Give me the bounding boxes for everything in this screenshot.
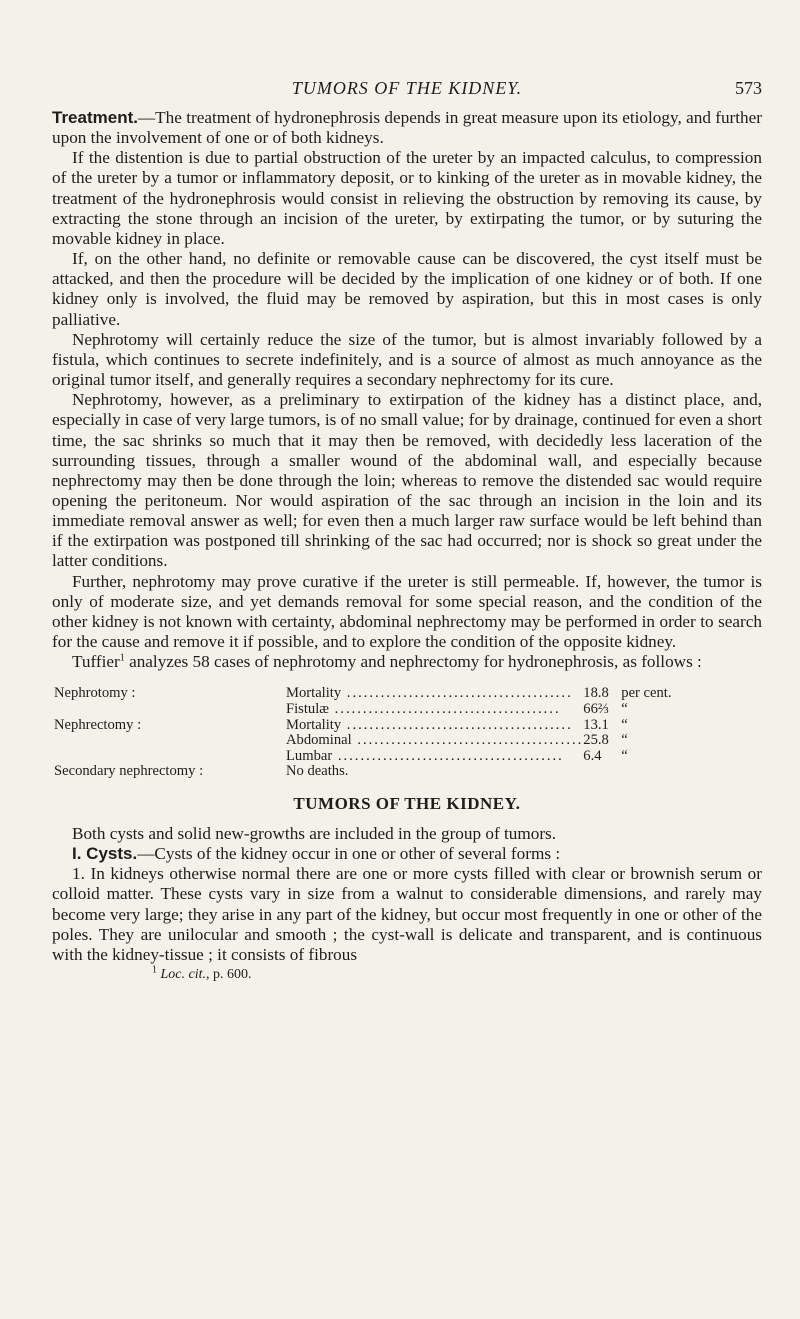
statistics-row bbox=[54, 749, 672, 765]
statistics-value: 66⅔ bbox=[583, 700, 609, 717]
statistics-row bbox=[54, 733, 672, 749]
footnote-source: Loc. cit. bbox=[160, 967, 206, 983]
cysts-item-1: 1. In kidneys otherwise normal there are one or more cysts filled with clear or brownish serum or colloid matter. These cysts vary in size from a walnut to considerable dimensions, and rarely may become very large; they arise in any part of the kidney, but occur most frequently in one or other of the poles. They are unilocular and smooth ; the cyst-wall is delicate and transparent, and is continuous with the kidney-tissue ; it consists of fibrous bbox=[52, 864, 762, 964]
statistics-value bbox=[583, 764, 621, 780]
statistics-row bbox=[54, 718, 672, 734]
footnote-marker: 1 bbox=[152, 964, 157, 976]
page-number: 573 bbox=[735, 78, 762, 98]
statistics-item-text: Lumbar bbox=[286, 748, 333, 764]
tumors-paragraph-1: Both cysts and solid new-growths are included in the group of tumors. bbox=[72, 823, 557, 843]
statistics-unit: per cent. bbox=[621, 685, 672, 702]
cysts-paragraph bbox=[52, 844, 762, 864]
statistics-item bbox=[286, 686, 583, 702]
statistics-row bbox=[54, 702, 672, 718]
statistics-item bbox=[286, 733, 583, 749]
statistics-item bbox=[286, 718, 583, 734]
statistics-unit: “ bbox=[621, 700, 628, 717]
statistics-unit: “ bbox=[621, 732, 628, 749]
footnote-page: , p. 600. bbox=[206, 967, 252, 983]
tuffier-name: Tuffier bbox=[72, 652, 120, 672]
treatment-paragraph-4: Nephrotomy will certainly reduce the size of the tumor, but is almost invariably followed by a fistula, which continues to secrete indefinitely, and is a source of almost as much annoyance as the original tumor itself, and generally requires a secondary nephrectomy for its cure. bbox=[52, 329, 762, 390]
statistics-item-text: Abdominal bbox=[286, 733, 352, 749]
treatment-paragraph-2: If the distention is due to partial obstruction of the ureter by an impacted calculus, to compression of the ureter by a tumor or inflammatory deposit, or to kinking of the ureter as in movable kidney, the treatment of the hydronephrosis would consist in relieving the obstruction by removing its cause, by extracting the stone through an incision of the ureter, by extirpating the tumor, or by suturing the movable kidney in place. bbox=[52, 148, 762, 248]
statistics-value: 25.8 bbox=[583, 732, 609, 749]
dot-leader: ........................................ bbox=[341, 717, 573, 733]
treatment-paragraph-7 bbox=[52, 652, 762, 672]
statistics-group-label: Nephrectomy : bbox=[54, 716, 142, 733]
running-head-title: TUMORS OF THE KIDNEY. bbox=[291, 78, 523, 98]
footnote bbox=[52, 964, 762, 983]
statistics-item-text: Mortality bbox=[286, 686, 342, 702]
dot-leader: ........................................ bbox=[329, 701, 561, 717]
statistics-value: 6.4 bbox=[583, 747, 602, 764]
statistics-unit: “ bbox=[621, 747, 628, 764]
statistics-row bbox=[54, 764, 672, 780]
statistics-group-label bbox=[54, 733, 286, 749]
section-heading-tumors: TUMORS OF THE KIDNEY. bbox=[293, 793, 521, 813]
running-head bbox=[52, 78, 762, 108]
treatment-paragraph-3: If, on the other hand, no definite or removable cause can be discovered, the cyst itself must be attacked, and then the procedure will be decided by the implication of one kidney or of both. If one kidney only is involved, the fluid may be removed by aspiration, but this in most cases is only palliative. bbox=[52, 249, 762, 329]
statistics-group-label bbox=[54, 749, 286, 765]
statistics-group-label: Nephrotomy : bbox=[54, 685, 136, 702]
dot-leader: ........................................ bbox=[341, 686, 573, 702]
treatment-paragraph-1 bbox=[52, 108, 762, 148]
cysts-paragraph-text: —Cysts of the kidney occur in one or other of several forms : bbox=[137, 844, 561, 864]
statistics-value: 18.8 bbox=[583, 685, 609, 702]
statistics-item bbox=[286, 749, 583, 765]
statistics-item bbox=[286, 764, 583, 780]
statistics-group-label: Secondary nephrectomy : bbox=[54, 763, 204, 780]
statistics-value: 13.1 bbox=[583, 716, 609, 733]
statistics-unit bbox=[621, 764, 671, 780]
treatment-heading: Treatment. bbox=[52, 108, 138, 127]
statistics-item bbox=[286, 702, 583, 718]
treatment-paragraph-5: Nephrotomy, however, as a preliminary to extirpation of the kidney has a distinct place, and, especially in case of very large tumors, is of no small value; for by drainage, continued for even a short time, the sac shrinks so much that it may then be removed, with decidedly less laceration of the surrounding tissues, through a smaller wound of the abdominal wall, and especially because nephrectomy may then be done through the loin; whereas to remove the distended sac would require opening the peritoneum. Nor would aspiration of the sac through an incision in the loin and its immediate removal answer as well; for even then a much larger raw surface would be left behind than if the extirpation was postponed till shrinking of the sac had occurred; nor is shock so great under the latter conditions. bbox=[52, 390, 762, 571]
statistics-unit: “ bbox=[621, 716, 628, 733]
statistics-table bbox=[54, 686, 672, 780]
dot-leader: ........................................ bbox=[351, 733, 584, 749]
treatment-paragraph-6: Further, nephrotomy may prove curative if the ureter is still permeable. If, however, the tumor is only of moderate size, and yet demands removal for some special reason, and the condition of the other kidney is not known with certainty, abdominal nephrectomy may be performed in order to search for the cause and remove it if possible, and to explore the condition of the opposite kidney. bbox=[52, 571, 762, 652]
book-page bbox=[52, 78, 762, 983]
cysts-heading: I. Cysts. bbox=[72, 844, 138, 864]
statistics-row bbox=[54, 686, 672, 702]
statistics-item-text: Mortality bbox=[286, 717, 342, 733]
footnote-reference: 1 bbox=[119, 652, 125, 664]
treatment-paragraph-7-text: analyzes 58 cases of nephrotomy and nephrectomy for hydronephrosis, as follows : bbox=[124, 652, 702, 672]
statistics-item-text: Fistulæ bbox=[286, 701, 329, 717]
dot-leader: ........................................ bbox=[332, 748, 564, 764]
statistics-group-label bbox=[54, 702, 286, 718]
statistics-item-text: No deaths. bbox=[286, 764, 349, 780]
treatment-paragraph-1-text: —The treatment of hydronephrosis depends in great measure upon its etiology, and further upon the involvement of one or of both kidneys. bbox=[52, 108, 762, 148]
